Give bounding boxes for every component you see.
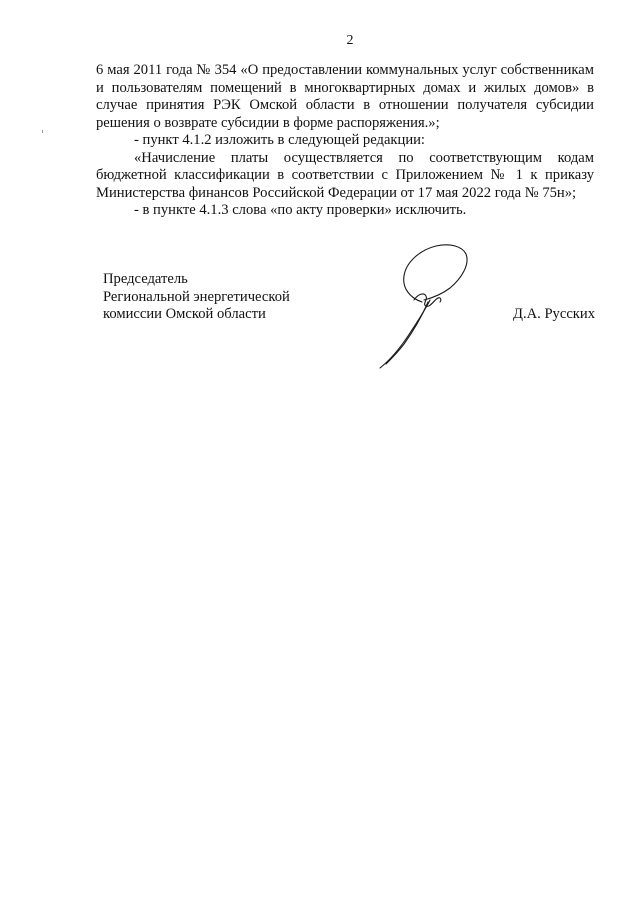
paragraph-item-4-1-2: - пункт 4.1.2 изложить в следующей редакции: <box>134 132 425 148</box>
paragraph-item-4-1-3: - в пункте 4.1.3 слова «по акту проверки» исключить. <box>134 202 467 218</box>
paragraph-quoted-text: «Начисление платы осуществляется по соответствующим кодам бюджетной классификации в соответствии с Приложением № 1 к приказу Министерства финансов Российской Федерации от 17 мая 2022 года № 75н»; <box>96 149 594 201</box>
margin-mark <box>42 130 43 133</box>
signatory-title <box>103 271 290 324</box>
signatory-title-line: комиссии Омской области <box>103 306 266 322</box>
paragraph-continuation: 6 мая 2011 года № 354 «О предоставлении коммунальных услуг собственникам и пользователям помещений в многоквартирных домах и жилых домов» в случае принятия РЭК Омской области в отношении получателя субсидии решения о возврате субсидии в форме распоряжения.»; <box>96 62 594 131</box>
page-number: 2 <box>346 33 354 48</box>
signatory-title-line: Председатель <box>103 271 188 287</box>
signatory-name: Д.А. Русских <box>513 306 596 322</box>
handwritten-signature <box>370 240 482 370</box>
document-body <box>96 62 594 220</box>
signatory-title-line: Региональной энергетической <box>103 288 290 305</box>
